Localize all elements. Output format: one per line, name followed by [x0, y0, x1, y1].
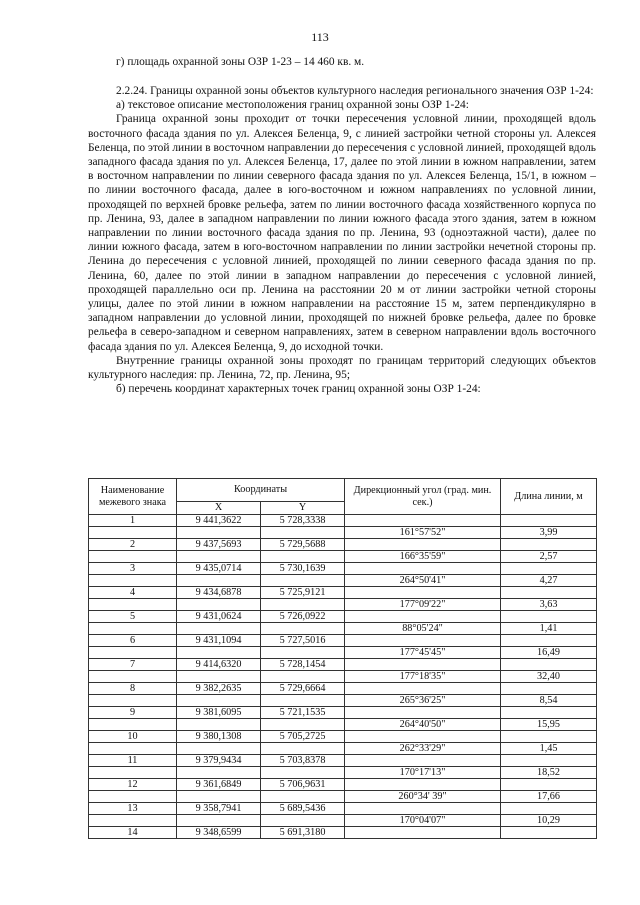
empty-cell [345, 803, 501, 815]
point-x-cell: 9 361,6849 [177, 779, 261, 791]
header-y: Y [261, 502, 345, 515]
empty-cell [501, 827, 597, 839]
empty-cell [89, 791, 177, 803]
point-row [89, 803, 597, 815]
empty-cell [89, 743, 177, 755]
point-y-cell: 5 691,3180 [261, 827, 345, 839]
empty-cell [177, 647, 261, 659]
point-name-cell: 14 [89, 827, 177, 839]
header-name: Наименование межевого знака [89, 479, 177, 515]
point-x-cell: 9 379,9434 [177, 755, 261, 767]
segment-angle-cell: 265°36'25" [345, 695, 501, 707]
empty-cell [261, 767, 345, 779]
segment-length-cell: 32,40 [501, 671, 597, 683]
empty-cell [89, 527, 177, 539]
empty-cell [501, 563, 597, 575]
segment-angle-cell: 166°35'59" [345, 551, 501, 563]
segment-length-cell: 1,45 [501, 743, 597, 755]
point-x-cell: 9 441,3622 [177, 515, 261, 527]
point-row [89, 731, 597, 743]
empty-cell [345, 779, 501, 791]
segment-length-cell: 3,63 [501, 599, 597, 611]
segment-row [89, 695, 597, 707]
boundary-description: Граница охранной зоны проходит от точки пересечения условной линии, проходящей вдоль восточного фасада здания по ул. Алексея Беленца, 9, с линией застройки четной стороны ул. Алексея Беленца, по этой линии в восточном направлении до пересечения с условной линией, проходящей вдоль западного фасада здания по ул. Алексея Беленца, 17, далее по этой линии в южном направлении, затем в восточном направлении по линии северного фасада здания по ул. Алексея Беленца, 15/1, в южном – по линии восточного фасада, далее в юго-восточном и южном направлениях по условной линии, проходящей по верхней бровке рельефа, затем по линии восточного фасада хозяйственного корпуса по пр. Ленина, 93, далее в западном направлении по линии южного фасада этого здания, затем в южном направлении по линии восточного фасада здания по пр. Ленина, 93 (одноэтажной части), далее по линии южного фасада, затем в юго-восточном направлении по линии застройки нечетной стороны пр. Ленина до пересечения с условной линией, проходящей по линии северного фасада здания по пр. Ленина, 60, далее по этой линии в западном направлении до пересечения с условной линией, проходящей параллельно оси пр. Ленина на расстоянии 20 м от линии застройки четной стороны улицы, далее по этой линии в южном направлении на расстояние 15 м, затем перпендикулярно в западном направлении до условной линии, проходящей по нижней бровке рельефа, далее по бровке рельефа в северо-западном и северном направлениях, затем в северном направлении вдоль восточного фасада здания по ул. Алексея Беленца, 9, до исходной точки. [88, 113, 596, 353]
point-x-cell: 9 382,2635 [177, 683, 261, 695]
empty-cell [261, 719, 345, 731]
empty-cell [261, 815, 345, 827]
empty-cell [89, 719, 177, 731]
point-name-cell: 11 [89, 755, 177, 767]
point-name-cell: 9 [89, 707, 177, 719]
point-row [89, 515, 597, 527]
segment-length-cell: 15,95 [501, 719, 597, 731]
empty-cell [177, 623, 261, 635]
point-x-cell: 9 381,6095 [177, 707, 261, 719]
point-name-cell: 5 [89, 611, 177, 623]
empty-cell [345, 563, 501, 575]
point-y-cell: 5 728,3338 [261, 515, 345, 527]
empty-cell [89, 671, 177, 683]
point-row [89, 707, 597, 719]
segment-angle-cell: 264°50'41" [345, 575, 501, 587]
segment-row [89, 791, 597, 803]
point-row [89, 635, 597, 647]
empty-cell [177, 815, 261, 827]
empty-cell [177, 791, 261, 803]
empty-cell [177, 671, 261, 683]
point-row [89, 659, 597, 671]
segment-angle-cell: 170°17'13" [345, 767, 501, 779]
point-y-cell: 5 689,5436 [261, 803, 345, 815]
point-name-cell: 3 [89, 563, 177, 575]
segment-length-cell: 1,41 [501, 623, 597, 635]
empty-cell [501, 683, 597, 695]
empty-cell [501, 539, 597, 551]
point-y-cell: 5 703,8378 [261, 755, 345, 767]
empty-cell [261, 527, 345, 539]
point-x-cell: 9 431,1094 [177, 635, 261, 647]
empty-cell [89, 551, 177, 563]
header-x: X [177, 502, 261, 515]
point-x-cell: 9 435,0714 [177, 563, 261, 575]
empty-cell [345, 827, 501, 839]
segment-row [89, 719, 597, 731]
segment-row [89, 599, 597, 611]
empty-cell [501, 515, 597, 527]
point-row [89, 827, 597, 839]
segment-length-cell: 4,27 [501, 575, 597, 587]
empty-cell [345, 659, 501, 671]
empty-cell [501, 755, 597, 767]
point-x-cell: 9 380,1308 [177, 731, 261, 743]
empty-cell [177, 719, 261, 731]
point-y-cell: 5 727,5016 [261, 635, 345, 647]
empty-cell [177, 743, 261, 755]
inner-boundary-paragraph: Внутренние границы охранной зоны проходят по границам территорий следующих объектов культурного наследия: пр. Ленина, 72, пр. Ленина, 95; [88, 354, 596, 382]
empty-cell [345, 731, 501, 743]
segment-angle-cell: 177°18'35" [345, 671, 501, 683]
empty-cell [261, 599, 345, 611]
empty-cell [261, 695, 345, 707]
segment-angle-cell: 177°45'45" [345, 647, 501, 659]
empty-cell [89, 647, 177, 659]
empty-cell [501, 731, 597, 743]
header-length: Длина линии, м [501, 479, 597, 515]
segment-row [89, 623, 597, 635]
segment-angle-cell: 161°57'52" [345, 527, 501, 539]
empty-cell [345, 587, 501, 599]
empty-cell [89, 815, 177, 827]
segment-angle-cell: 260°34' 39" [345, 791, 501, 803]
segment-length-cell: 16,49 [501, 647, 597, 659]
segment-row [89, 527, 597, 539]
point-name-cell: 10 [89, 731, 177, 743]
segment-row [89, 767, 597, 779]
point-row [89, 755, 597, 767]
point-row [89, 563, 597, 575]
segment-row [89, 815, 597, 827]
empty-cell [261, 623, 345, 635]
coordinates-table [88, 478, 597, 839]
point-x-cell: 9 358,7941 [177, 803, 261, 815]
point-y-cell: 5 705,2725 [261, 731, 345, 743]
segment-row [89, 647, 597, 659]
point-x-cell: 9 348,6599 [177, 827, 261, 839]
empty-cell [177, 695, 261, 707]
point-name-cell: 7 [89, 659, 177, 671]
point-row [89, 611, 597, 623]
point-y-cell: 5 729,5688 [261, 539, 345, 551]
empty-cell [345, 635, 501, 647]
empty-cell [89, 767, 177, 779]
empty-cell [345, 755, 501, 767]
point-row [89, 539, 597, 551]
area-line: г) площадь охранной зоны ОЗР 1-23 – 14 460 кв. м. [116, 56, 365, 68]
empty-cell [177, 527, 261, 539]
empty-cell [345, 611, 501, 623]
empty-cell [261, 551, 345, 563]
empty-cell [501, 587, 597, 599]
empty-cell [89, 599, 177, 611]
empty-cell [89, 575, 177, 587]
segment-angle-cell: 177°09'22" [345, 599, 501, 611]
segment-angle-cell: 88°05'24" [345, 623, 501, 635]
segment-row [89, 551, 597, 563]
empty-cell [177, 599, 261, 611]
segment-length-cell: 18,52 [501, 767, 597, 779]
empty-cell [501, 779, 597, 791]
point-y-cell: 5 725,9121 [261, 587, 345, 599]
segment-length-cell: 10,29 [501, 815, 597, 827]
point-y-cell: 5 726,0922 [261, 611, 345, 623]
empty-cell [345, 539, 501, 551]
item-b-heading: б) перечень координат характерных точек границ охранной зоны ОЗР 1-24: [116, 383, 481, 396]
segment-length-cell: 17,66 [501, 791, 597, 803]
empty-cell [261, 575, 345, 587]
empty-cell [261, 647, 345, 659]
empty-cell [177, 575, 261, 587]
empty-cell [501, 659, 597, 671]
empty-cell [261, 791, 345, 803]
segment-length-cell: 2,57 [501, 551, 597, 563]
point-name-cell: 12 [89, 779, 177, 791]
item-a-heading: а) текстовое описание местоположения границ охранной зоны ОЗР 1-24: [116, 99, 469, 112]
segment-row [89, 671, 597, 683]
segment-length-cell: 3,99 [501, 527, 597, 539]
empty-cell [345, 707, 501, 719]
point-name-cell: 13 [89, 803, 177, 815]
segment-row [89, 575, 597, 587]
point-name-cell: 8 [89, 683, 177, 695]
header-angle: Дирекционный угол (град. мин. сек.) [345, 479, 501, 515]
empty-cell [501, 635, 597, 647]
point-x-cell: 9 431,0624 [177, 611, 261, 623]
empty-cell [177, 767, 261, 779]
empty-cell [501, 803, 597, 815]
point-name-cell: 6 [89, 635, 177, 647]
point-name-cell: 1 [89, 515, 177, 527]
point-y-cell: 5 706,9631 [261, 779, 345, 791]
segment-row [89, 743, 597, 755]
empty-cell [89, 695, 177, 707]
empty-cell [501, 707, 597, 719]
point-row [89, 587, 597, 599]
segment-angle-cell: 262°33'29" [345, 743, 501, 755]
section-title: 2.2.24. Границы охранной зоны объектов культурного наследия регионального значения ОЗР 1-24: [116, 85, 594, 97]
point-y-cell: 5 728,1454 [261, 659, 345, 671]
point-row [89, 779, 597, 791]
header-coordinates: Координаты [177, 479, 345, 502]
point-y-cell: 5 730,1639 [261, 563, 345, 575]
point-x-cell: 9 434,6878 [177, 587, 261, 599]
segment-angle-cell: 170°04'07" [345, 815, 501, 827]
empty-cell [89, 623, 177, 635]
point-y-cell: 5 721,1535 [261, 707, 345, 719]
point-name-cell: 2 [89, 539, 177, 551]
empty-cell [177, 551, 261, 563]
point-x-cell: 9 437,5693 [177, 539, 261, 551]
empty-cell [261, 743, 345, 755]
empty-cell [345, 683, 501, 695]
empty-cell [501, 611, 597, 623]
empty-cell [345, 515, 501, 527]
segment-length-cell: 8,54 [501, 695, 597, 707]
segment-angle-cell: 264°40'50" [345, 719, 501, 731]
point-y-cell: 5 729,6664 [261, 683, 345, 695]
empty-cell [261, 671, 345, 683]
point-row [89, 683, 597, 695]
point-x-cell: 9 414,6320 [177, 659, 261, 671]
page-number: 113 [311, 30, 329, 44]
point-name-cell: 4 [89, 587, 177, 599]
